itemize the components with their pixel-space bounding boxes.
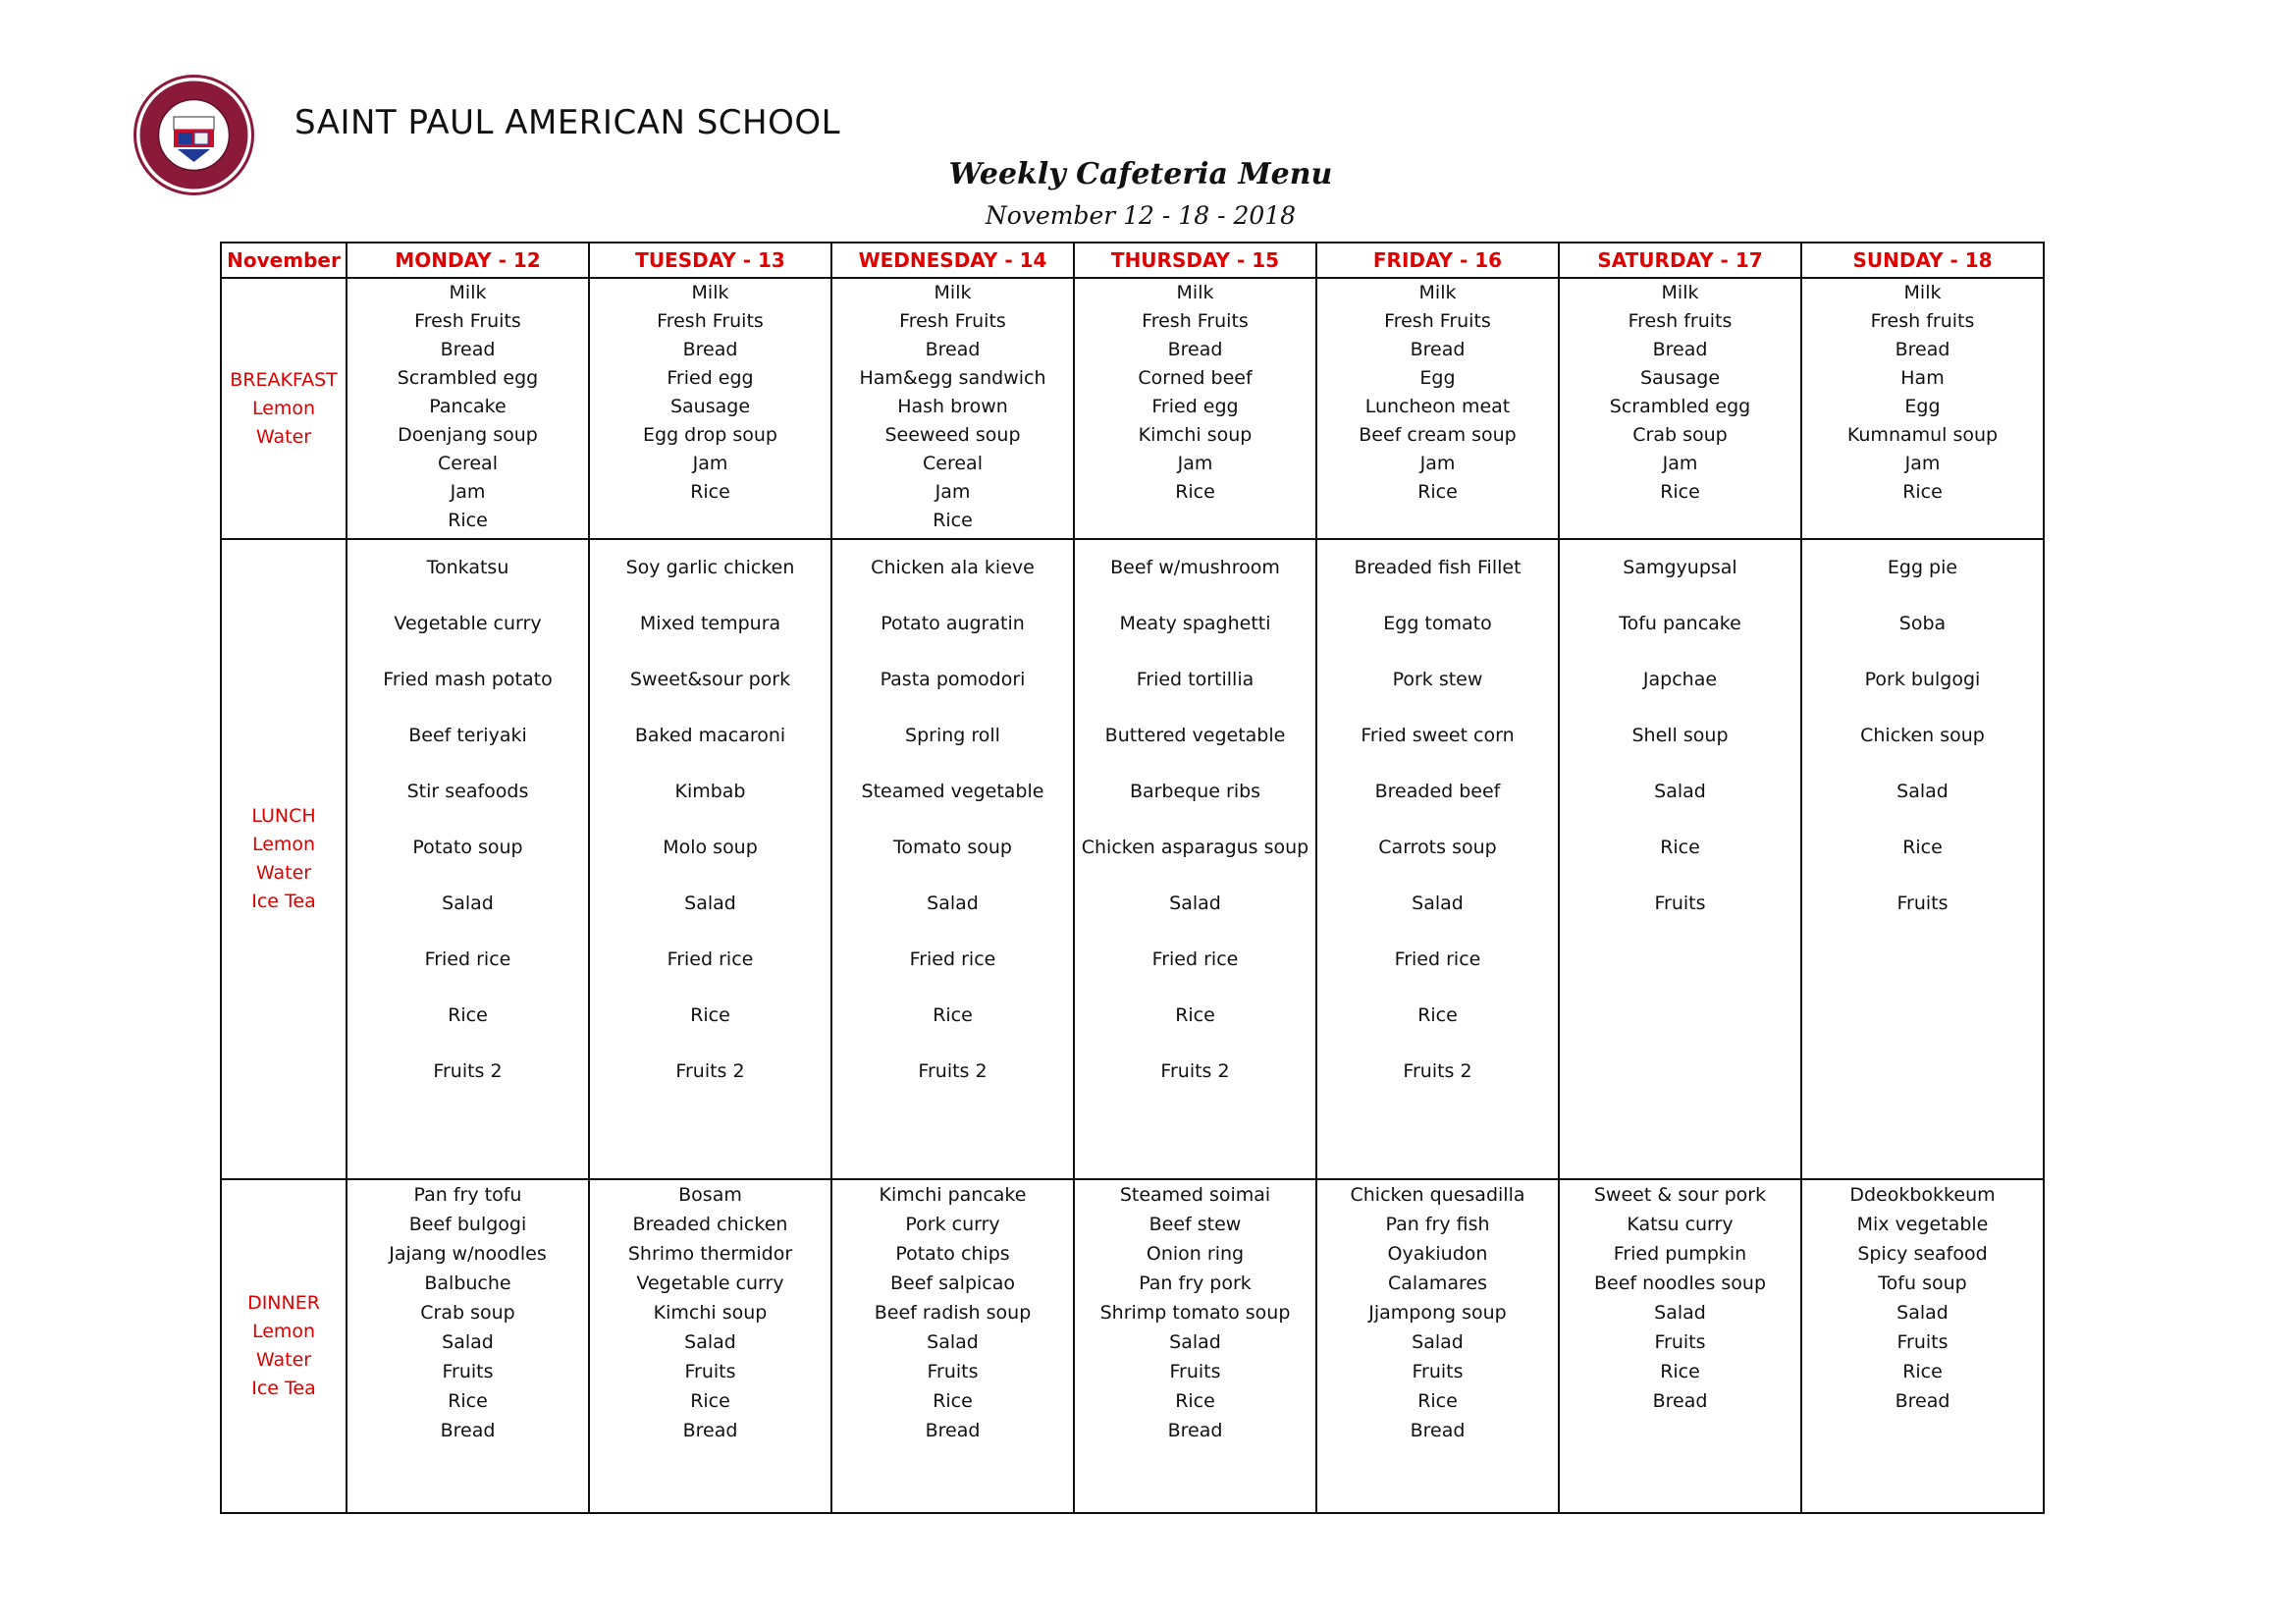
menu-item: Bread <box>682 339 738 360</box>
menu-item: Jam <box>1904 453 1941 474</box>
lunch-day-cell <box>1801 539 2044 1179</box>
menu-title <box>0 157 2296 191</box>
menu-item: Pan fry fish <box>1385 1214 1490 1235</box>
menu-item: Bread <box>1167 1420 1223 1441</box>
menu-item: Balbuche <box>424 1272 511 1294</box>
menu-item: Fried rice <box>909 948 996 970</box>
menu-item: Salad <box>442 893 494 914</box>
menu-item: Stir seafoods <box>406 781 529 802</box>
menu-item: Egg <box>1419 367 1456 389</box>
menu-item: Fresh Fruits <box>414 310 521 332</box>
meal-label-line: Water <box>255 862 312 884</box>
menu-item: Fried rice <box>424 948 511 970</box>
breakfast-day-cell <box>1559 278 1801 539</box>
menu-item: Fresh fruits <box>1870 310 1975 332</box>
meal-label-line: Ice Tea <box>251 891 316 912</box>
menu-item: Kimchi soup <box>1138 424 1253 446</box>
menu-item: Egg drop soup <box>643 424 777 446</box>
menu-item: Beef cream soup <box>1359 424 1517 446</box>
day-header: FRIDAY - 16 <box>1316 243 1559 278</box>
menu-item: Rice <box>1902 837 1943 858</box>
menu-item: Fried sweet corn <box>1361 725 1515 746</box>
menu-item: Bread <box>925 339 981 360</box>
menu-item: Carrots soup <box>1378 837 1497 858</box>
menu-item: Fresh Fruits <box>657 310 764 332</box>
menu-item: Rice <box>1660 481 1700 503</box>
menu-item: Corned beef <box>1138 367 1253 389</box>
menu-item: Kumnamul soup <box>1846 424 1999 446</box>
menu-item: Beef teriyaki <box>408 725 527 746</box>
menu-item: Rice <box>1902 1361 1943 1382</box>
menu-item: Barbeque ribs <box>1129 781 1261 802</box>
menu-item: Beef w/mushroom <box>1110 557 1280 578</box>
menu-item: Egg pie <box>1887 557 1958 578</box>
lunch-day-cell <box>347 539 589 1179</box>
menu-item: Rice <box>690 1004 730 1026</box>
menu-item: Chicken ala kieve <box>871 557 1035 578</box>
menu-item: Molo soup <box>663 837 758 858</box>
meal-label-line: Lemon <box>251 397 316 419</box>
menu-item: Fruits <box>1169 1361 1221 1382</box>
menu-item: Fried pumpkin <box>1613 1243 1747 1265</box>
menu-item: Beef bulgogi <box>408 1214 527 1235</box>
breakfast-label <box>221 278 347 539</box>
menu-item: Meaty spaghetti <box>1119 613 1271 634</box>
dinner-day-cell <box>1801 1179 2044 1513</box>
menu-item: Jjampong soup <box>1368 1302 1507 1324</box>
menu-item: Hash brown <box>897 396 1008 417</box>
menu-item: Beef stew <box>1148 1214 1242 1235</box>
menu-item: Sausage <box>669 396 751 417</box>
menu-item: Spicy seafood <box>1857 1243 1988 1265</box>
menu-item: Salad <box>1896 1302 1949 1324</box>
menu-item: Salad <box>684 1331 736 1353</box>
menu-item: Fried rice <box>667 948 754 970</box>
menu-item: Rice <box>448 1004 488 1026</box>
menu-item: Fruits <box>1654 1331 1706 1353</box>
menu-item: Bread <box>440 339 496 360</box>
menu-item: Oyakiudon <box>1387 1243 1488 1265</box>
menu-item: Beef radish soup <box>874 1302 1032 1324</box>
day-header: TUESDAY - 13 <box>589 243 831 278</box>
menu-item: Pancake <box>429 396 507 417</box>
menu-item: Shell soup <box>1631 725 1729 746</box>
menu-item: Milk <box>691 282 729 303</box>
lunch-day-cell <box>589 539 831 1179</box>
menu-item: Milk <box>1176 282 1214 303</box>
menu-item: Tofu pancake <box>1619 613 1741 634</box>
menu-item: Fruits <box>1654 893 1706 914</box>
menu-item: Salad <box>927 1331 979 1353</box>
menu-item: Bread <box>925 1420 981 1441</box>
menu-item: Kimchi pancake <box>879 1184 1027 1206</box>
menu-item: Rice <box>1417 1004 1458 1026</box>
menu-item: Scrambled egg <box>397 367 539 389</box>
menu-item: Baked macaroni <box>634 725 786 746</box>
menu-item: Sausage <box>1639 367 1721 389</box>
day-header: SUNDAY - 18 <box>1801 243 2044 278</box>
menu-item: Mix vegetable <box>1856 1214 1989 1235</box>
menu-item: Beef noodles soup <box>1593 1272 1767 1294</box>
menu-item: Tomato soup <box>893 837 1012 858</box>
day-header: SATURDAY - 17 <box>1559 243 1801 278</box>
menu-body <box>221 278 2044 1513</box>
menu-item: Tofu soup <box>1878 1272 1967 1294</box>
menu-item: Fresh Fruits <box>899 310 1006 332</box>
breakfast-day-cell <box>589 278 831 539</box>
menu-item: Milk <box>1418 282 1457 303</box>
menu-item: Salad <box>927 893 979 914</box>
menu-item: Pork curry <box>905 1214 1000 1235</box>
menu-item: Salad <box>1412 1331 1464 1353</box>
menu-item: Pan fry pork <box>1139 1272 1252 1294</box>
menu-item: Fruits <box>442 1361 494 1382</box>
menu-item: Japchae <box>1642 669 1718 690</box>
day-header: WEDNESDAY - 14 <box>831 243 1074 278</box>
school-name: SAINT PAUL AMERICAN SCHOOL <box>294 103 841 142</box>
meal-label-line: BREAKFAST <box>230 368 338 391</box>
menu-item: Rice <box>1660 1361 1700 1382</box>
dinner-label <box>221 1179 347 1513</box>
menu-item: Beef salpicao <box>889 1272 1016 1294</box>
menu-item: Fruits 2 <box>1403 1060 1472 1082</box>
menu-item: Breaded beef <box>1374 781 1501 802</box>
dinner-day-cell <box>347 1179 589 1513</box>
breakfast-row <box>221 278 2044 539</box>
menu-item: Samgyupsal <box>1623 557 1737 578</box>
menu-item: Bread <box>1410 339 1466 360</box>
meal-label-line: Lemon <box>251 834 316 855</box>
menu-item: Salad <box>1654 781 1706 802</box>
menu-item: Rice <box>933 510 973 531</box>
menu-item: Onion ring <box>1146 1243 1245 1265</box>
menu-item: Doenjang soup <box>398 424 538 446</box>
menu-item: Fried mash potato <box>383 669 553 690</box>
menu-item: Rice <box>1660 837 1700 858</box>
menu-item: Ham&egg sandwich <box>859 367 1046 389</box>
menu-item: Rice <box>690 1390 730 1412</box>
menu-item: Kimbab <box>674 781 746 802</box>
menu-item: Spring roll <box>905 725 1000 746</box>
menu-item: Jam <box>934 481 971 503</box>
cafeteria-menu-table <box>220 242 2045 1514</box>
menu-item: Salad <box>1654 1302 1706 1324</box>
menu-item: Salad <box>1412 893 1464 914</box>
menu-item: Jam <box>1419 453 1456 474</box>
menu-item: Salad <box>1169 893 1221 914</box>
lunch-label <box>221 539 347 1179</box>
breakfast-day-cell <box>1074 278 1316 539</box>
menu-item: Fruits 2 <box>1160 1060 1230 1082</box>
menu-item: Fresh fruits <box>1628 310 1733 332</box>
menu-item: Vegetable curry <box>394 613 542 634</box>
meal-label-line: Water <box>255 425 312 448</box>
dinner-day-cell <box>1316 1179 1559 1513</box>
menu-item: Fruits <box>684 1361 736 1382</box>
menu-item: Fried egg <box>667 367 754 389</box>
menu-item: Bread <box>1410 1420 1466 1441</box>
menu-item: Rice <box>448 510 488 531</box>
menu-item: Fried rice <box>1394 948 1481 970</box>
dinner-day-cell <box>831 1179 1074 1513</box>
dinner-day-cell <box>1559 1179 1801 1513</box>
menu-item: Salad <box>684 893 736 914</box>
lunch-day-cell <box>1316 539 1559 1179</box>
menu-item: Jam <box>1177 453 1213 474</box>
menu-item: Fruits <box>1412 1361 1464 1382</box>
menu-item: Soy garlic chicken <box>625 557 795 578</box>
menu-item: Milk <box>934 282 972 303</box>
menu-dates-text: November 12 - 18 - 2018 <box>985 201 1297 230</box>
menu-item: Rice <box>1175 481 1215 503</box>
dinner-day-cell <box>589 1179 831 1513</box>
menu-item: Katsu curry <box>1627 1214 1734 1235</box>
menu-item: Fruits <box>1896 1331 1949 1353</box>
menu-item: Pasta pomodori <box>880 669 1026 690</box>
menu-item: Fried rice <box>1151 948 1239 970</box>
menu-item: Egg tomato <box>1383 613 1492 634</box>
menu-item: Fried egg <box>1151 396 1239 417</box>
menu-item: Pork stew <box>1392 669 1483 690</box>
menu-item: Cereal <box>438 453 498 474</box>
menu-item: Potato augratin <box>881 613 1025 634</box>
menu-item: Bread <box>1895 339 1950 360</box>
menu-item: Chicken asparagus soup <box>1081 837 1309 858</box>
menu-item: Shrimp tomato soup <box>1099 1302 1291 1324</box>
menu-item: Salad <box>442 1331 494 1353</box>
meal-label-line: Ice Tea <box>251 1378 316 1399</box>
menu-item: Potato chips <box>895 1243 1010 1265</box>
menu-item: Buttered vegetable <box>1104 725 1286 746</box>
menu-item: Luncheon meat <box>1364 396 1511 417</box>
menu-item: Kimchi soup <box>653 1302 768 1324</box>
menu-item: Bread <box>1895 1390 1950 1412</box>
breakfast-day-cell <box>1801 278 2044 539</box>
dinner-day-cell <box>1074 1179 1316 1513</box>
menu-item: Fruits 2 <box>675 1060 745 1082</box>
menu-item: Ham <box>1900 367 1945 389</box>
menu-item: Steamed soimai <box>1119 1184 1271 1206</box>
menu-item: Jam <box>1662 453 1698 474</box>
lunch-row <box>221 539 2044 1179</box>
menu-item: Bread <box>1652 1390 1708 1412</box>
breakfast-day-cell <box>1316 278 1559 539</box>
menu-item: Jajang w/noodles <box>389 1243 547 1265</box>
menu-item: Chicken quesadilla <box>1350 1184 1525 1206</box>
menu-item: Fresh Fruits <box>1384 310 1491 332</box>
menu-item: Crab soup <box>420 1302 515 1324</box>
menu-item: Sweet&sour pork <box>629 669 791 690</box>
menu-item: Rice <box>448 1390 488 1412</box>
corner-label: November <box>221 243 347 278</box>
menu-item: Steamed vegetable <box>861 781 1044 802</box>
header-row <box>221 243 2044 278</box>
menu-item: Rice <box>1175 1390 1215 1412</box>
meal-label-line: Lemon <box>251 1321 316 1342</box>
menu-item: Potato soup <box>412 837 523 858</box>
menu-item: Soba <box>1898 613 1947 634</box>
menu-item: Fried tortillia <box>1136 669 1255 690</box>
menu-item: Pork bulgogi <box>1864 669 1981 690</box>
menu-item: Fruits <box>1896 893 1949 914</box>
menu-item: Bosam <box>678 1184 742 1206</box>
menu-item: Rice <box>933 1390 973 1412</box>
menu-item: Vegetable curry <box>636 1272 784 1294</box>
menu-item: Crab soup <box>1632 424 1728 446</box>
menu-item: Rice <box>1902 481 1943 503</box>
dinner-row <box>221 1179 2044 1513</box>
menu-item: Jam <box>692 453 728 474</box>
menu-item: Egg <box>1904 396 1941 417</box>
menu-item: Calamares <box>1388 1272 1487 1294</box>
menu-item: Salad <box>1169 1331 1221 1353</box>
menu-item: Rice <box>1417 1390 1458 1412</box>
menu-item: Fresh Fruits <box>1142 310 1249 332</box>
menu-item: Rice <box>1417 481 1458 503</box>
menu-item: Rice <box>1175 1004 1215 1026</box>
lunch-day-cell <box>1074 539 1316 1179</box>
menu-item: Fruits <box>927 1361 979 1382</box>
meal-label-line: LUNCH <box>251 805 316 827</box>
lunch-day-cell <box>1559 539 1801 1179</box>
menu-item: Salad <box>1896 781 1949 802</box>
menu-item: Rice <box>933 1004 973 1026</box>
menu-item: Pan fry tofu <box>413 1184 522 1206</box>
menu-item: Ddeokbokkeum <box>1849 1184 1996 1206</box>
menu-item: Mixed tempura <box>639 613 781 634</box>
menu-item: Shrimo thermidor <box>627 1243 793 1265</box>
menu-item: Milk <box>1661 282 1699 303</box>
menu-item: Seeweed soup <box>884 424 1021 446</box>
menu-item: Cereal <box>923 453 983 474</box>
menu-item: Bread <box>1652 339 1708 360</box>
menu-dates <box>0 201 2296 230</box>
meal-label-line: Water <box>255 1349 312 1371</box>
menu-item: Jam <box>450 481 486 503</box>
menu-item: Rice <box>690 481 730 503</box>
menu-title-text: Weekly Cafeteria Menu <box>948 157 1333 191</box>
day-header: THURSDAY - 15 <box>1074 243 1316 278</box>
breakfast-day-cell <box>831 278 1074 539</box>
breakfast-day-cell <box>347 278 589 539</box>
menu-item: Chicken soup <box>1860 725 1985 746</box>
menu-item: Sweet & sour pork <box>1593 1184 1767 1206</box>
menu-item: Bread <box>1167 339 1223 360</box>
menu-item: Milk <box>449 282 487 303</box>
menu-item: Fruits 2 <box>918 1060 988 1082</box>
menu-item: Fruits 2 <box>433 1060 503 1082</box>
meal-label-line: DINNER <box>247 1292 320 1314</box>
menu-item: Tonkatsu <box>426 557 509 578</box>
menu-item: Bread <box>682 1420 738 1441</box>
menu-item: Milk <box>1903 282 1942 303</box>
menu-item: Breaded chicken <box>632 1214 788 1235</box>
menu-item: Breaded fish Fillet <box>1354 557 1522 578</box>
menu-item: Bread <box>440 1420 496 1441</box>
lunch-day-cell <box>831 539 1074 1179</box>
day-header: MONDAY - 12 <box>347 243 589 278</box>
menu-item: Scrambled egg <box>1609 396 1751 417</box>
